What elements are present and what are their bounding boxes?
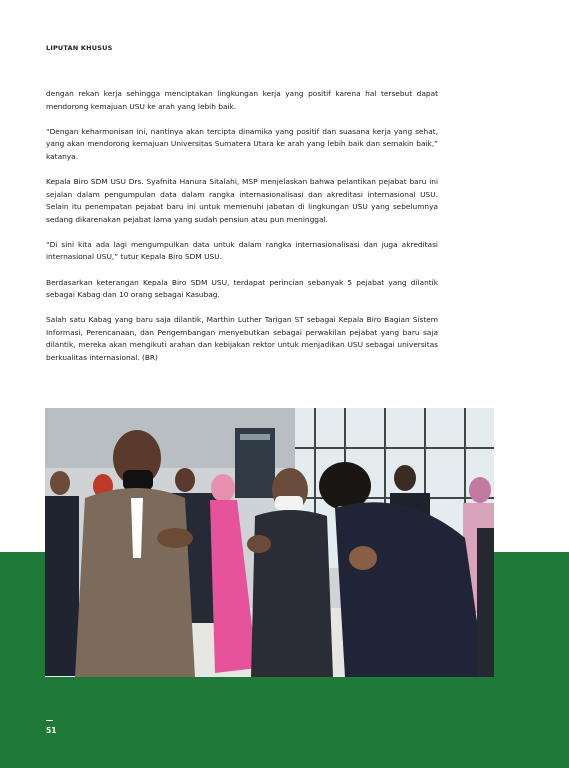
page-number-rule	[46, 720, 53, 721]
article-paragraph: dengan rekan kerja sehingga menciptakan lingkungan kerja yang positif karena hal tersebut dapat mendorong kemajuan USU ke arah yang lebih baik.	[46, 89, 438, 111]
page-number-block	[46, 720, 56, 735]
section-label: LIPUTAN KHUSUS	[46, 44, 113, 52]
article-paragraph: Salah satu Kabag yang baru saja dilantik, Marthin Luther Tarigan ST sebagai Kepala Biro Bagian Sistem Informasi, Perencanaan, dan Pengembangan menyebutkan sebagai perwakilan pejabat yang baru saja dilantik, mereka akan mengikuti arahan dan kebijakan rektor untuk menjadikan USU sebagai universitas berkualitas internasional. (BR)	[46, 315, 438, 362]
article-paragraph: “Dengan keharmonisan ini, nantinya akan tercipta dinamika yang positif dan suasana kerja yang sehat, yang akan mendorong kemajuan Universitas Sumatera Utara ke arah yang lebih baik dan semakin baik,” katanya.	[46, 126, 438, 161]
article-photo	[45, 408, 494, 677]
article-body	[46, 88, 438, 377]
article-paragraph: Berdasarkan keterangan Kepala Biro SDM USU, terdapat perincian sebanyak 5 pejabat yang dilantik sebagai Kabag dan 10 orang sebagai Kasubag.	[46, 277, 438, 300]
article-paragraph: Kepala Biro SDM USU Drs. Syafnita Hanura Sitalahi, MSP menjelaskan bahwa pelantikan pejabat baru ini sejalan dalam pengumpulan data dalam rangka internasionalisasi dan akreditasi internasional USU. Selain itu penempatan pejabat baru ini untuk memenuhi jabatan di lingkungan USU yang sebelumnya sedang dikarenakan pejabat lama yang sudah pensiun atau pun meninggal.	[46, 176, 438, 224]
page-number: 51	[46, 726, 57, 735]
article-paragraph: “Di sini kita ada lagi mengumpulkan data untuk dalam rangka internasionalisasi dan juga akreditasi internasional USU,” tutur Kepala Biro SDM USU.	[46, 239, 438, 262]
